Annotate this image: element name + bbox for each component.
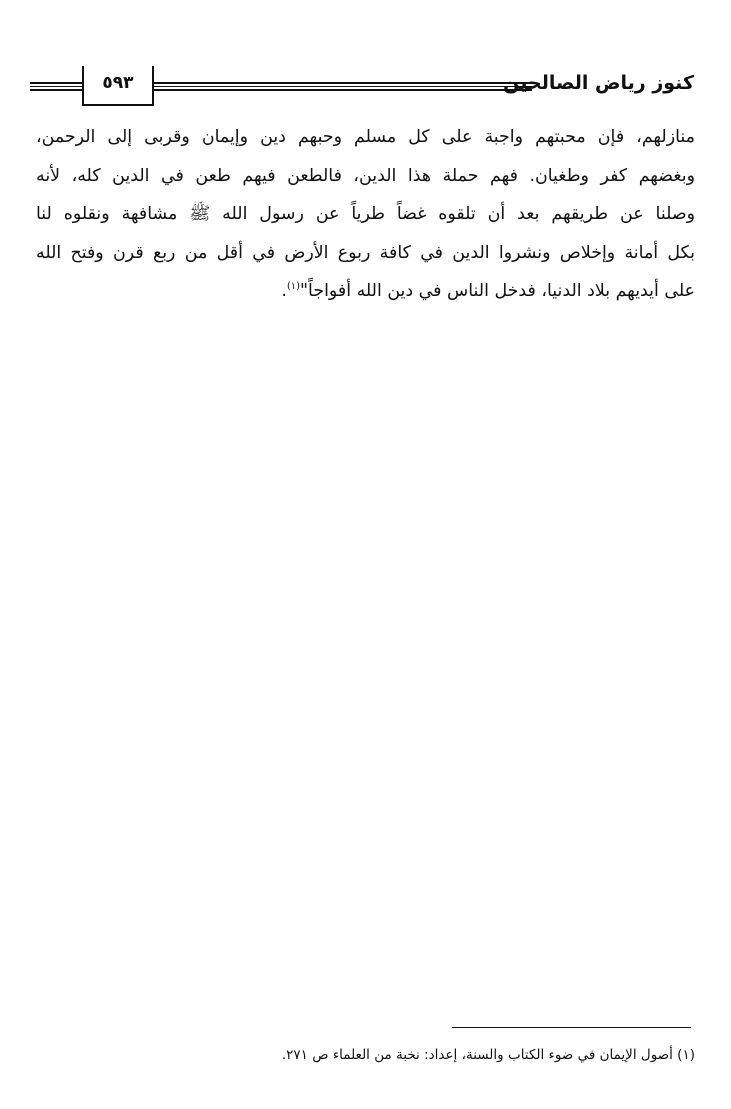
header-rule-left — [30, 82, 82, 91]
body-line: على أيديهم بلاد الدنيا، فدخل الناس في دين الله أفواجاً" — [300, 281, 695, 302]
body-line: وبغضهم كفر وطغيان. فهم حملة هذا الدين، فالطعن فيهم طعن في الدين كله، لأنه — [36, 165, 695, 186]
footnote-text: (١) أصول الإيمان في ضوء الكتاب والسنة، إعداد: نخبة من العلماء ص ٢٧١. — [281, 1047, 695, 1063]
body-line: وصلنا عن طريقهم بعد أن تلقوه غضاً طرياً عن رسول الله ﷺ مشافهة ونقلوه لنا — [36, 204, 695, 225]
end-period: . — [281, 281, 287, 302]
book-title: كنوز رياض الصالحين — [503, 72, 694, 94]
body-line: بكل أمانة وإخلاص ونشروا الدين في كافة ربوع الأرض في أقل من ربع قرن وفتح الله — [36, 242, 695, 263]
body-paragraph — [36, 118, 695, 311]
body-line-last — [36, 272, 695, 311]
page-header — [30, 66, 694, 110]
body-line: منازلهم، فإن محبتهم واجبة على كل مسلم وحبهم دين وإيمان وقربى إلى الرحمن، — [36, 127, 695, 147]
footnote-reference: (١) — [286, 281, 301, 293]
footnote-divider — [452, 1027, 691, 1028]
page-number: ٥٩٣ — [82, 66, 154, 106]
header-rule-right — [154, 82, 532, 91]
